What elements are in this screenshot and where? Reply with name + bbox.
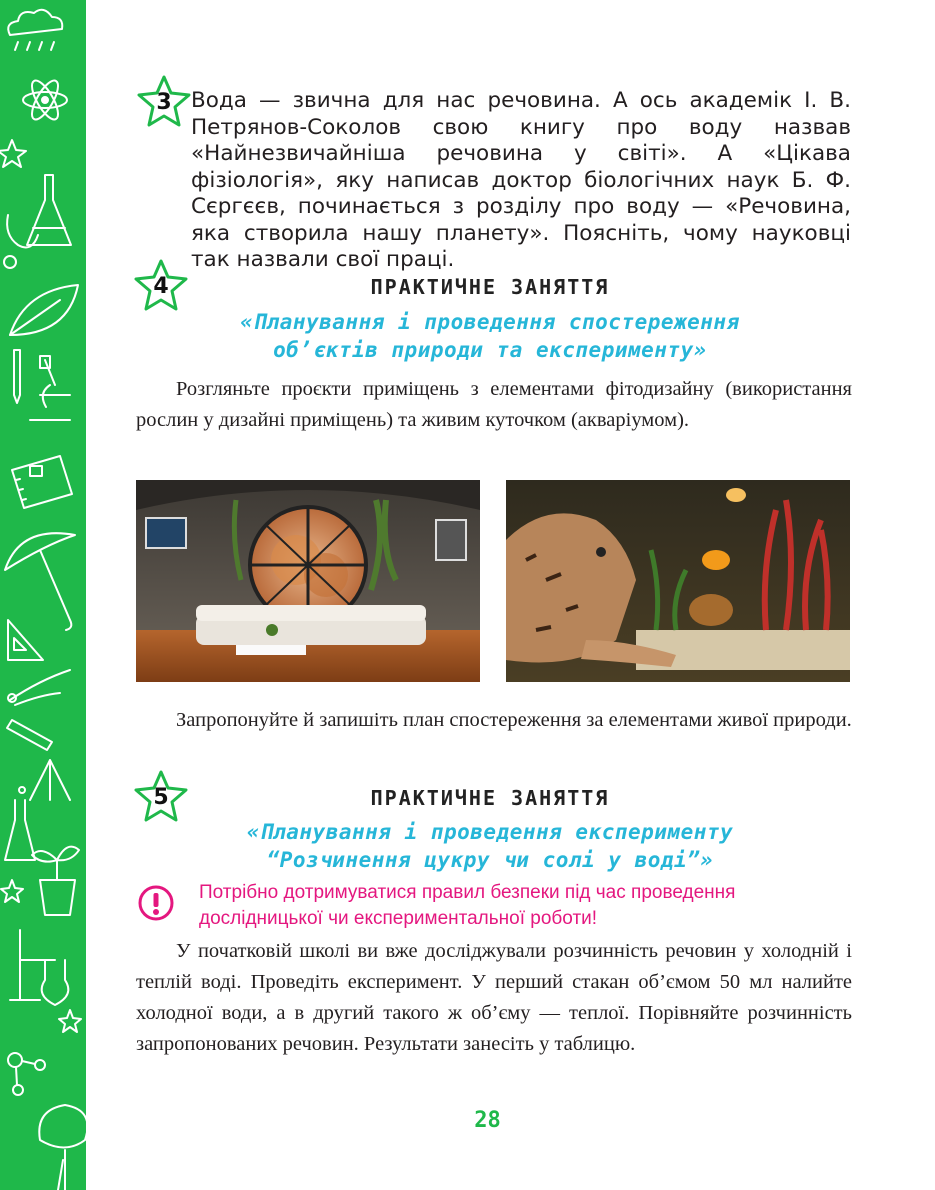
plant-pot-icon <box>32 847 79 915</box>
telescope-icon <box>7 720 70 800</box>
star-icon <box>59 1010 81 1032</box>
microscope-icon <box>30 356 70 420</box>
task-5-text: У початковій школі ви вже досліджували розчинність речовин у холодній і теплій воді. Проведіть експеримент. У перший стакан об’ємом 50 мл налийте холодної води, а в другий такого ж об’єму — теплої. Порівняйте розчинність запропонованих речовин. Результати занесіть у таблицю. <box>136 940 852 1055</box>
task-4-subheading-line-2: об’єктів природи та експерименту» <box>273 338 707 362</box>
task-5-subheading-line-2: “Розчинення цукру чи солі у воді”» <box>266 848 714 872</box>
atom-icon <box>23 77 67 123</box>
task-5-subheading-line-1: «Планування і проведення експерименту <box>246 820 734 844</box>
task-3-text: Вода — звична для нас речовина. А ось академік І. В. Петрянов-Соколов свою книгу про воду назвав «Найнезвичайніша речовина у світі». А «Цікава фізіологія», яку написав доктор біологічних наук Б. Ф. Сєргєєв, починається з розділу про воду — «Речовина, яка створила нашу планету». Поясніть, чому науковці так назвали свої праці. <box>191 88 851 272</box>
star-icon <box>1 880 23 902</box>
stethoscope-icon <box>4 215 38 268</box>
task-5-heading: ПРАКТИЧНЕ ЗАНЯТТЯ <box>370 786 610 810</box>
interior-design-photo <box>136 480 480 682</box>
warning-icon <box>137 884 175 922</box>
safety-warning: Потрібно дотримуватися правил безпеки під час проведення дослідницької чи експериментальної роботи! <box>199 882 736 929</box>
page-number: 28 <box>474 1108 501 1133</box>
task-number: 3 <box>156 90 172 115</box>
pencil-icon <box>14 350 20 403</box>
star-icon <box>0 140 26 167</box>
ruler-triangle-icon <box>8 620 43 660</box>
flask-icon <box>27 175 71 245</box>
notebook-icon <box>12 456 72 508</box>
task-3-number-badge <box>136 74 192 130</box>
task-4-heading: ПРАКТИЧНЕ ЗАНЯТТЯ <box>370 275 610 299</box>
task-4-intro: Розгляньте проєкти приміщень з елементами фітодизайну (використання рослин у дизайні приміщень) та живим куточком (акваріумом). <box>136 378 852 431</box>
leaf-icon <box>10 285 78 335</box>
umbrella-icon <box>5 533 75 630</box>
aquarium-cat-photo <box>506 480 850 682</box>
lab-stand-icon <box>10 930 68 1005</box>
task-4-instruction: Запропонуйте й запишіть план спостереження за елементами живої природи. <box>176 709 852 731</box>
task-number: 4 <box>153 274 169 299</box>
task-number: 5 <box>153 785 169 810</box>
cloud-rain-icon <box>8 10 62 50</box>
task-4-subheading-line-1: «Планування і проведення спостереження <box>240 310 740 334</box>
sidebar-decoration <box>0 0 86 1190</box>
comet-icon <box>8 670 70 705</box>
molecule-icon <box>8 1053 45 1095</box>
